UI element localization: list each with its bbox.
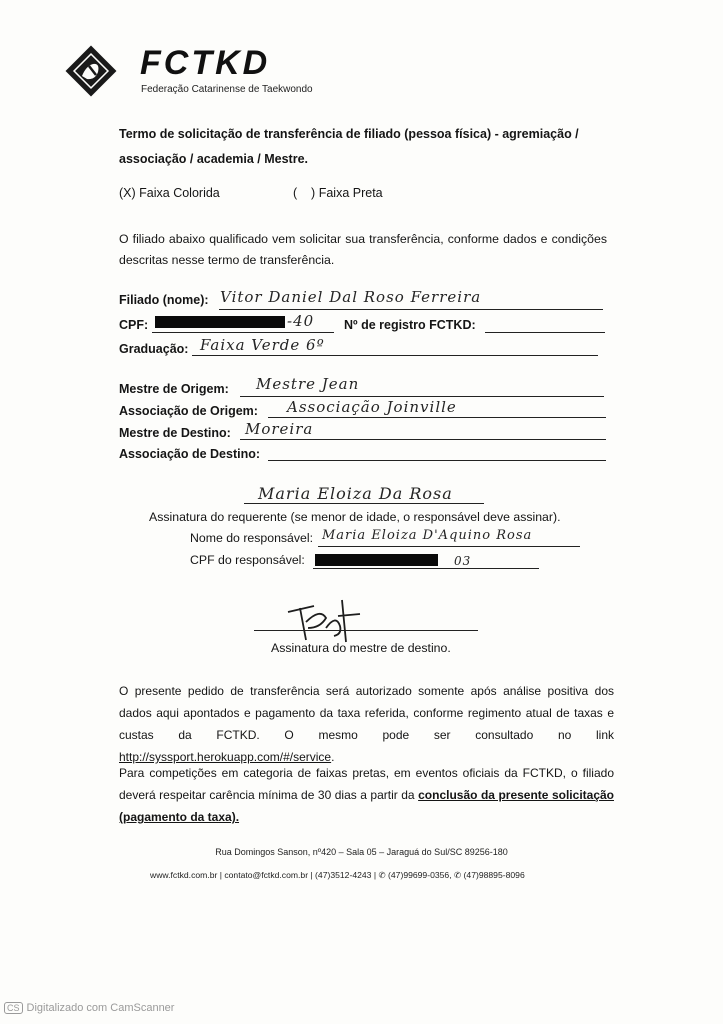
- assoc-origem-value: Associação Joinville: [287, 398, 457, 416]
- cpf-responsavel-label: CPF do responsável:: [190, 553, 305, 567]
- responsavel-line: [318, 546, 580, 547]
- camscanner-icon: CS: [4, 1002, 23, 1014]
- cpf-suffix: -40: [287, 312, 315, 330]
- graduacao-label: Graduação:: [119, 342, 189, 356]
- faixa-colorida-label: Faixa Colorida: [139, 186, 220, 200]
- brand-name: FCTKD: [140, 44, 271, 82]
- checkbox-colorida-mark: (X): [119, 186, 136, 200]
- cpf-label: CPF:: [119, 318, 149, 332]
- filiado-value: Vitor Daniel Dal Roso Ferreira: [220, 288, 482, 306]
- checkbox-preta-mark: ( ): [293, 186, 316, 200]
- camscanner-watermark: [4, 1002, 174, 1014]
- assoc-origem-label: Associação de Origem:: [119, 404, 258, 418]
- authorization-paragraph: [119, 680, 614, 768]
- cpf-line: [152, 332, 334, 333]
- mestre-origem-label: Mestre de Origem:: [119, 382, 229, 396]
- requester-signature: Maria Eloiza Da Rosa: [258, 484, 453, 503]
- master-signature-line: [254, 630, 478, 631]
- assoc-origem-line: [268, 417, 606, 418]
- mestre-origem-value: Mestre Jean: [256, 375, 360, 393]
- graduacao-value: Faixa Verde 6º: [200, 336, 325, 354]
- document-title: Termo de solicitação de transferência de filiado (pessoa física) - agremiação / associação / academia / Mestre.: [119, 127, 579, 166]
- cpf-responsavel-line: [313, 568, 539, 569]
- faixa-preta-label: Faixa Preta: [318, 186, 383, 200]
- master-signature-scribble: [280, 598, 370, 644]
- fctkd-logo-icon: [62, 42, 120, 100]
- option-faixa-preta[interactable]: [293, 186, 383, 200]
- camscanner-text: Digitalizado com CamScanner: [26, 1002, 175, 1014]
- authorization-end: .: [331, 750, 335, 764]
- responsavel-label: Nome do responsável:: [190, 531, 314, 545]
- master-caption: Assinatura do mestre de destino.: [271, 641, 451, 655]
- intro-text: O filiado abaixo qualificado vem solicitar sua transferência, conforme dados e condições descritas nesse termo de transferência.: [119, 232, 607, 267]
- brand-subtitle: Federação Catarinense de Taekwondo: [141, 84, 313, 95]
- requester-signature-line: [244, 503, 484, 504]
- option-faixa-colorida[interactable]: [119, 186, 220, 200]
- mestre-origem-line: [240, 396, 604, 397]
- filiado-label: Filiado (nome):: [119, 293, 209, 307]
- assoc-destino-line: [268, 460, 606, 461]
- responsavel-value: Maria Eloiza D'Aquino Rosa: [322, 528, 533, 543]
- graduacao-line: [192, 355, 598, 356]
- filiado-line: [219, 309, 603, 310]
- footer-address: Rua Domingos Sanson, nº420 – Sala 05 – Jaraguá do Sul/SC 89256-180: [215, 847, 508, 857]
- cpf-responsavel-suffix: 03: [454, 554, 472, 568]
- black-belt-emphasis: conclusão da presente solicitação (pagamento da taxa).: [119, 788, 614, 824]
- assoc-destino-label: Associação de Destino:: [119, 447, 261, 461]
- mestre-destino-value: Moreira: [245, 420, 314, 438]
- mestre-destino-line: [240, 439, 606, 440]
- black-belt-text: Para competições em categoria de faixas pretas, em eventos oficiais da FCTKD, o filiado deverá respeitar carência mínima de 30 dias a partir da: [119, 766, 614, 802]
- black-belt-paragraph: [119, 762, 614, 828]
- footer-contacts: www.fctkd.com.br | contato@fctkd.com.br | (47)3512-4243 | ✆ (47)99699-0356, ✆ (47)98895-8096: [150, 870, 525, 880]
- cpf-responsavel-redaction: [315, 554, 438, 566]
- syssport-link[interactable]: http://syssport.herokuapp.com/#/service: [119, 750, 332, 764]
- authorization-text: O presente pedido de transferência será autorizado somente após análise positiva dos dados aqui apontados e pagamento da taxa referida, conforme regimento atual de taxas e custas da FCTKD. O mesmo pode ser consultado no link: [119, 684, 614, 742]
- requester-caption: Assinatura do requerente (se menor de idade, o responsável deve assinar).: [149, 510, 561, 524]
- registro-label: Nº de registro FCTKD:: [344, 318, 476, 332]
- cpf-redaction: [155, 316, 285, 328]
- registro-line: [485, 332, 605, 333]
- mestre-destino-label: Mestre de Destino:: [119, 426, 231, 440]
